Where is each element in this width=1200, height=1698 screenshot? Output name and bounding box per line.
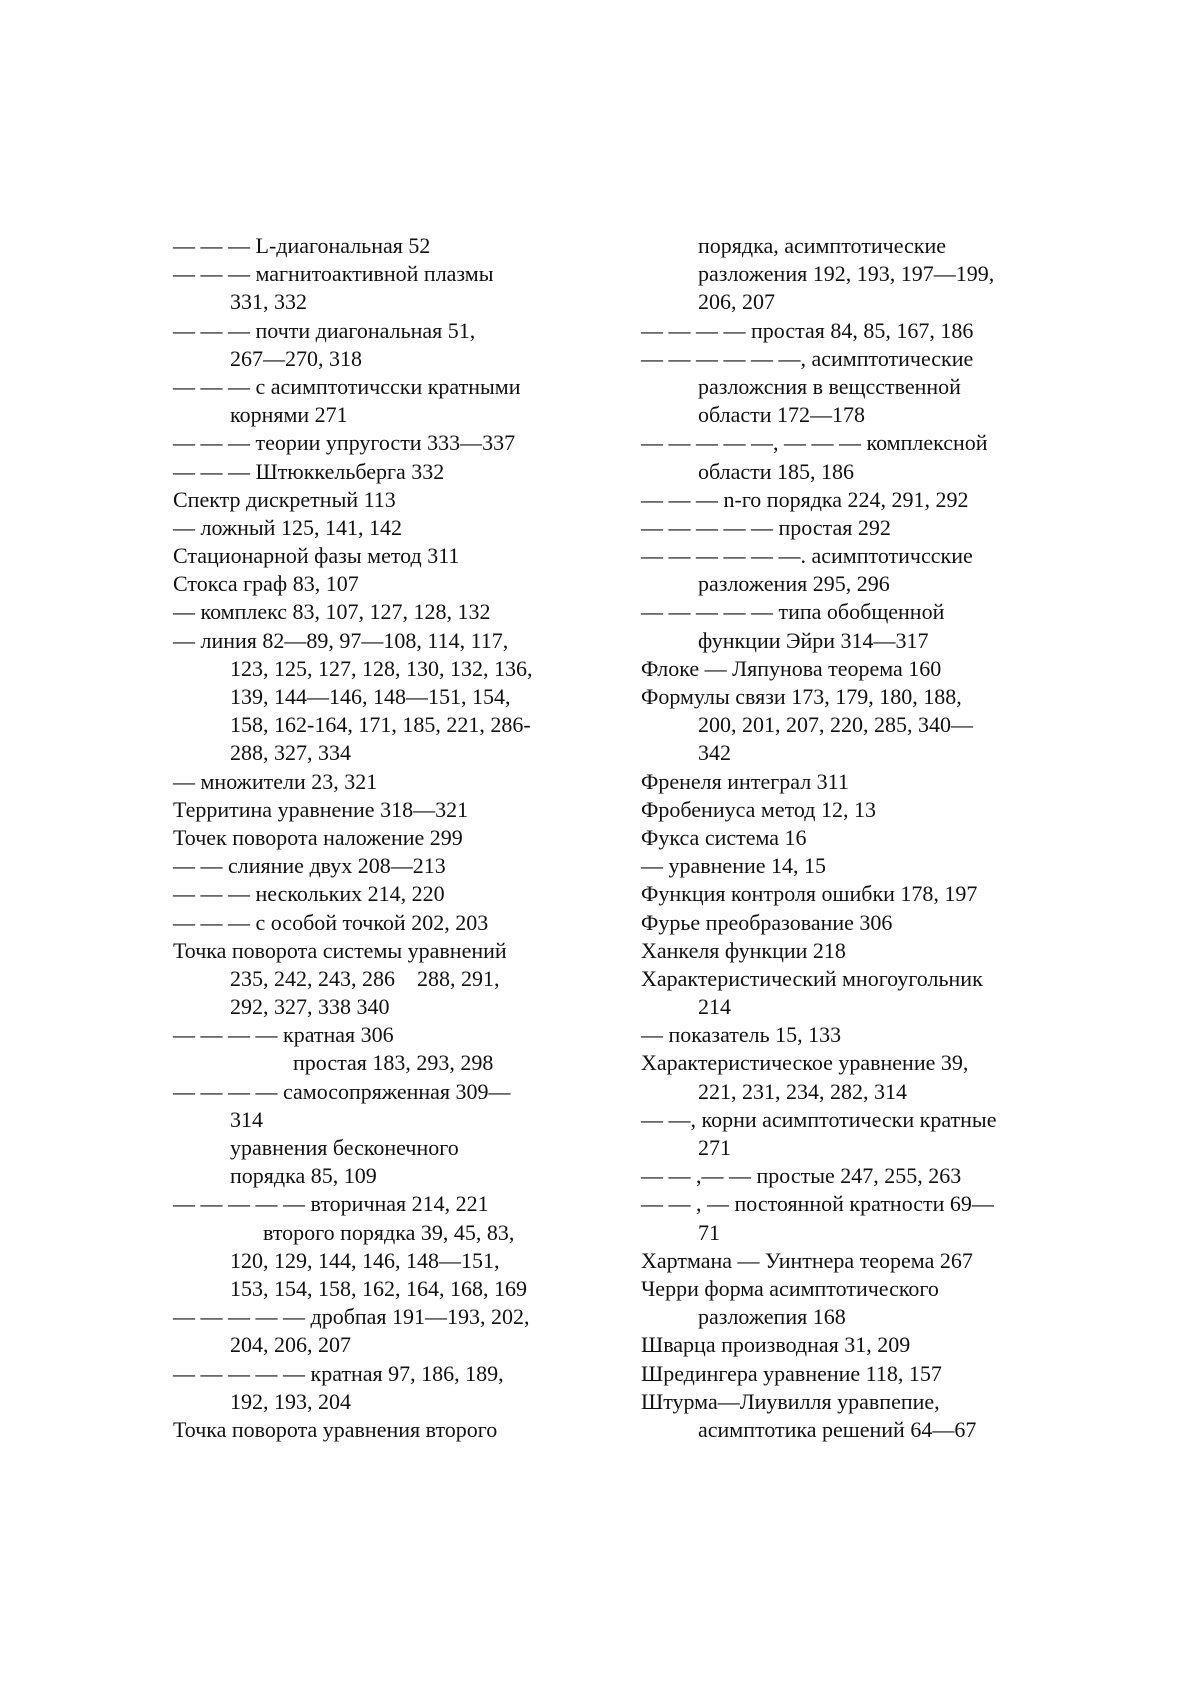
index-entry: — — — — — вторичная 214, 221 (173, 1191, 489, 1217)
index-entry: Формулы связи 173, 179, 180, 188, (641, 684, 962, 709)
index-entry: — — — — — простая 292 (641, 514, 891, 540)
index-entry: Точек поворота наложение 299 (173, 824, 463, 850)
index-entry: — — — — — дробпая 191—193, 202, (173, 1304, 530, 1330)
index-entry: — линия 82—89, 97—108, 114, 117, (173, 627, 509, 653)
index-entry: — — — — — —, асимптотические (641, 345, 974, 371)
index-entry: функции Эйри 314—317 (698, 627, 929, 653)
index-entry: 288, 327, 334 (230, 740, 351, 766)
index-entry: разложения 295, 296 (698, 571, 890, 597)
index-entry: разложения 192, 193, 197—199, (698, 261, 995, 287)
index-entry: 235, 242, 243, 286 288, 291, (230, 965, 500, 991)
index-entry: Фурье преобразование 306 (641, 909, 893, 935)
index-entry: 120, 129, 144, 146, 148—151, (230, 1247, 500, 1273)
index-entry: Черри форма асимптотического (641, 1275, 939, 1301)
index-entry: второго порядка 39, 45, 83, (263, 1219, 515, 1245)
index-entry: 158, 162-164, 171, 185, 221, 286- (230, 712, 531, 738)
index-entry: — комплекс 83, 107, 127, 128, 132 (173, 599, 491, 625)
index-entry: — — — — — типа обобщенной (641, 599, 945, 625)
index-entry: 221, 231, 234, 282, 314 (698, 1078, 907, 1104)
index-entry: Характеристический многоугольник (641, 965, 983, 991)
index-entry: корнями 271 (230, 402, 348, 428)
index-entry: 331, 332 (230, 289, 307, 315)
index-entry: Шварца производная 31, 209 (641, 1332, 911, 1358)
index-entry: — — — — —, — — — комплексной (641, 430, 988, 456)
index-entry: порядка 85, 109 (230, 1163, 377, 1189)
index-entry: 192, 193, 204 (230, 1388, 351, 1414)
index-entry: Функция контроля ошибки 178, 197 (641, 881, 978, 907)
index-entry: Фробениуса метод 12, 13 (641, 796, 876, 822)
index-entry: — — — L-диагональная 52 (173, 233, 431, 258)
index-entry: Спектр дискретный 113 (173, 486, 396, 512)
index-entry: — — — нескольких 214, 220 (173, 881, 445, 907)
index-entry: Ханкеля функции 218 (641, 937, 846, 963)
index-entry: — — — — — кратная 97, 186, 189, (173, 1360, 504, 1386)
index-entry: — показатель 15, 133 (641, 1022, 842, 1048)
index-entry: простая 183, 293, 298 (293, 1050, 494, 1076)
index-entry: Френеля интеграл 311 (641, 768, 849, 794)
index-entry: Фукса система 16 (641, 824, 807, 850)
index-entry: — — , — постоянной кратности 69— (641, 1191, 994, 1217)
index-entry: Стационарной фазы метод 311 (173, 543, 460, 569)
index-entry: Штурма—Лиувилля уравпепие, (641, 1388, 940, 1414)
index-entry: Территина уравнение 318—321 (173, 796, 469, 822)
index-entry: — — — n-го порядка 224, 291, 292 (641, 486, 969, 512)
index-entry: 123, 125, 127, 128, 130, 132, 136, (230, 655, 533, 681)
index-entry: — уравнение 14, 15 (641, 853, 827, 879)
index-entry: порядка, асимптотические (698, 233, 946, 258)
index-entry: 292, 327, 338 340 (230, 994, 390, 1020)
index-column-right (641, 232, 1061, 1444)
index-entry: — ложный 125, 141, 142 (173, 514, 402, 540)
index-entry: — — — — самосопряженная 309— (173, 1078, 511, 1104)
index-entry: Шредингера уравнение 118, 157 (641, 1360, 942, 1386)
index-entry: разложсния в вещсственной (698, 373, 961, 399)
index-entry: 342 (698, 740, 731, 766)
index-entry: — множители 23, 321 (173, 768, 378, 794)
index-entry: 314 (230, 1106, 263, 1132)
index-entry: 204, 206, 207 (230, 1332, 351, 1358)
index-entry: 153, 154, 158, 162, 164, 168, 169 (230, 1275, 527, 1301)
index-entry: — — слияние двух 208—213 (173, 853, 446, 879)
index-entry: 206, 207 (698, 289, 775, 315)
index-entry: — — ,— — простые 247, 255, 263 (641, 1163, 962, 1189)
index-entry: уравнения бесконечного (230, 1135, 459, 1160)
index-entry: асимптотика решений 64—67 (698, 1416, 977, 1442)
index-entry: 71 (698, 1219, 720, 1245)
index-entry: 214 (698, 994, 731, 1020)
index-entry: 267—270, 318 (230, 345, 362, 371)
index-column-left (173, 232, 593, 1444)
index-entry: 200, 201, 207, 220, 285, 340— (698, 712, 973, 738)
index-entry: области 172—178 (698, 402, 866, 428)
index-entry: — — — почти диагональная 51, (173, 317, 476, 343)
index-entry: — — — теории упругости 333—337 (173, 430, 516, 456)
index-entry: разложепия 168 (698, 1304, 846, 1330)
index-entry: — — — Штюккельберга 332 (173, 458, 445, 484)
index-entry: — — — с асимптотичсски кратными (173, 373, 521, 399)
index-entry: — — — — простая 84, 85, 167, 186 (641, 317, 974, 343)
index-entry: Точка поворота системы уравнений (173, 937, 507, 963)
index-entry: Хартмана — Уинтнера теорема 267 (641, 1247, 973, 1273)
index-entry: — — — — кратная 306 (173, 1022, 394, 1048)
index-entry: — — — магнитоактивной плазмы (173, 261, 494, 287)
index-entry: Характеристическое уравнение 39, (641, 1050, 969, 1076)
index-entry: Стокса граф 83, 107 (173, 571, 359, 597)
index-entry: 271 (698, 1135, 731, 1160)
index-entry: Точка поворота уравнения второго (173, 1416, 498, 1442)
index-entry: 139, 144—146, 148—151, 154, (230, 684, 511, 709)
index-entry: области 185, 186 (698, 458, 855, 484)
index-entry: Флоке — Ляпунова теорема 160 (641, 655, 942, 681)
index-entry: — —, корни асимптотически кратные (641, 1106, 997, 1132)
index-entry: — — — — — —. асимптотичсские (641, 543, 973, 569)
index-entry: — — — с особой точкой 202, 203 (173, 909, 489, 935)
